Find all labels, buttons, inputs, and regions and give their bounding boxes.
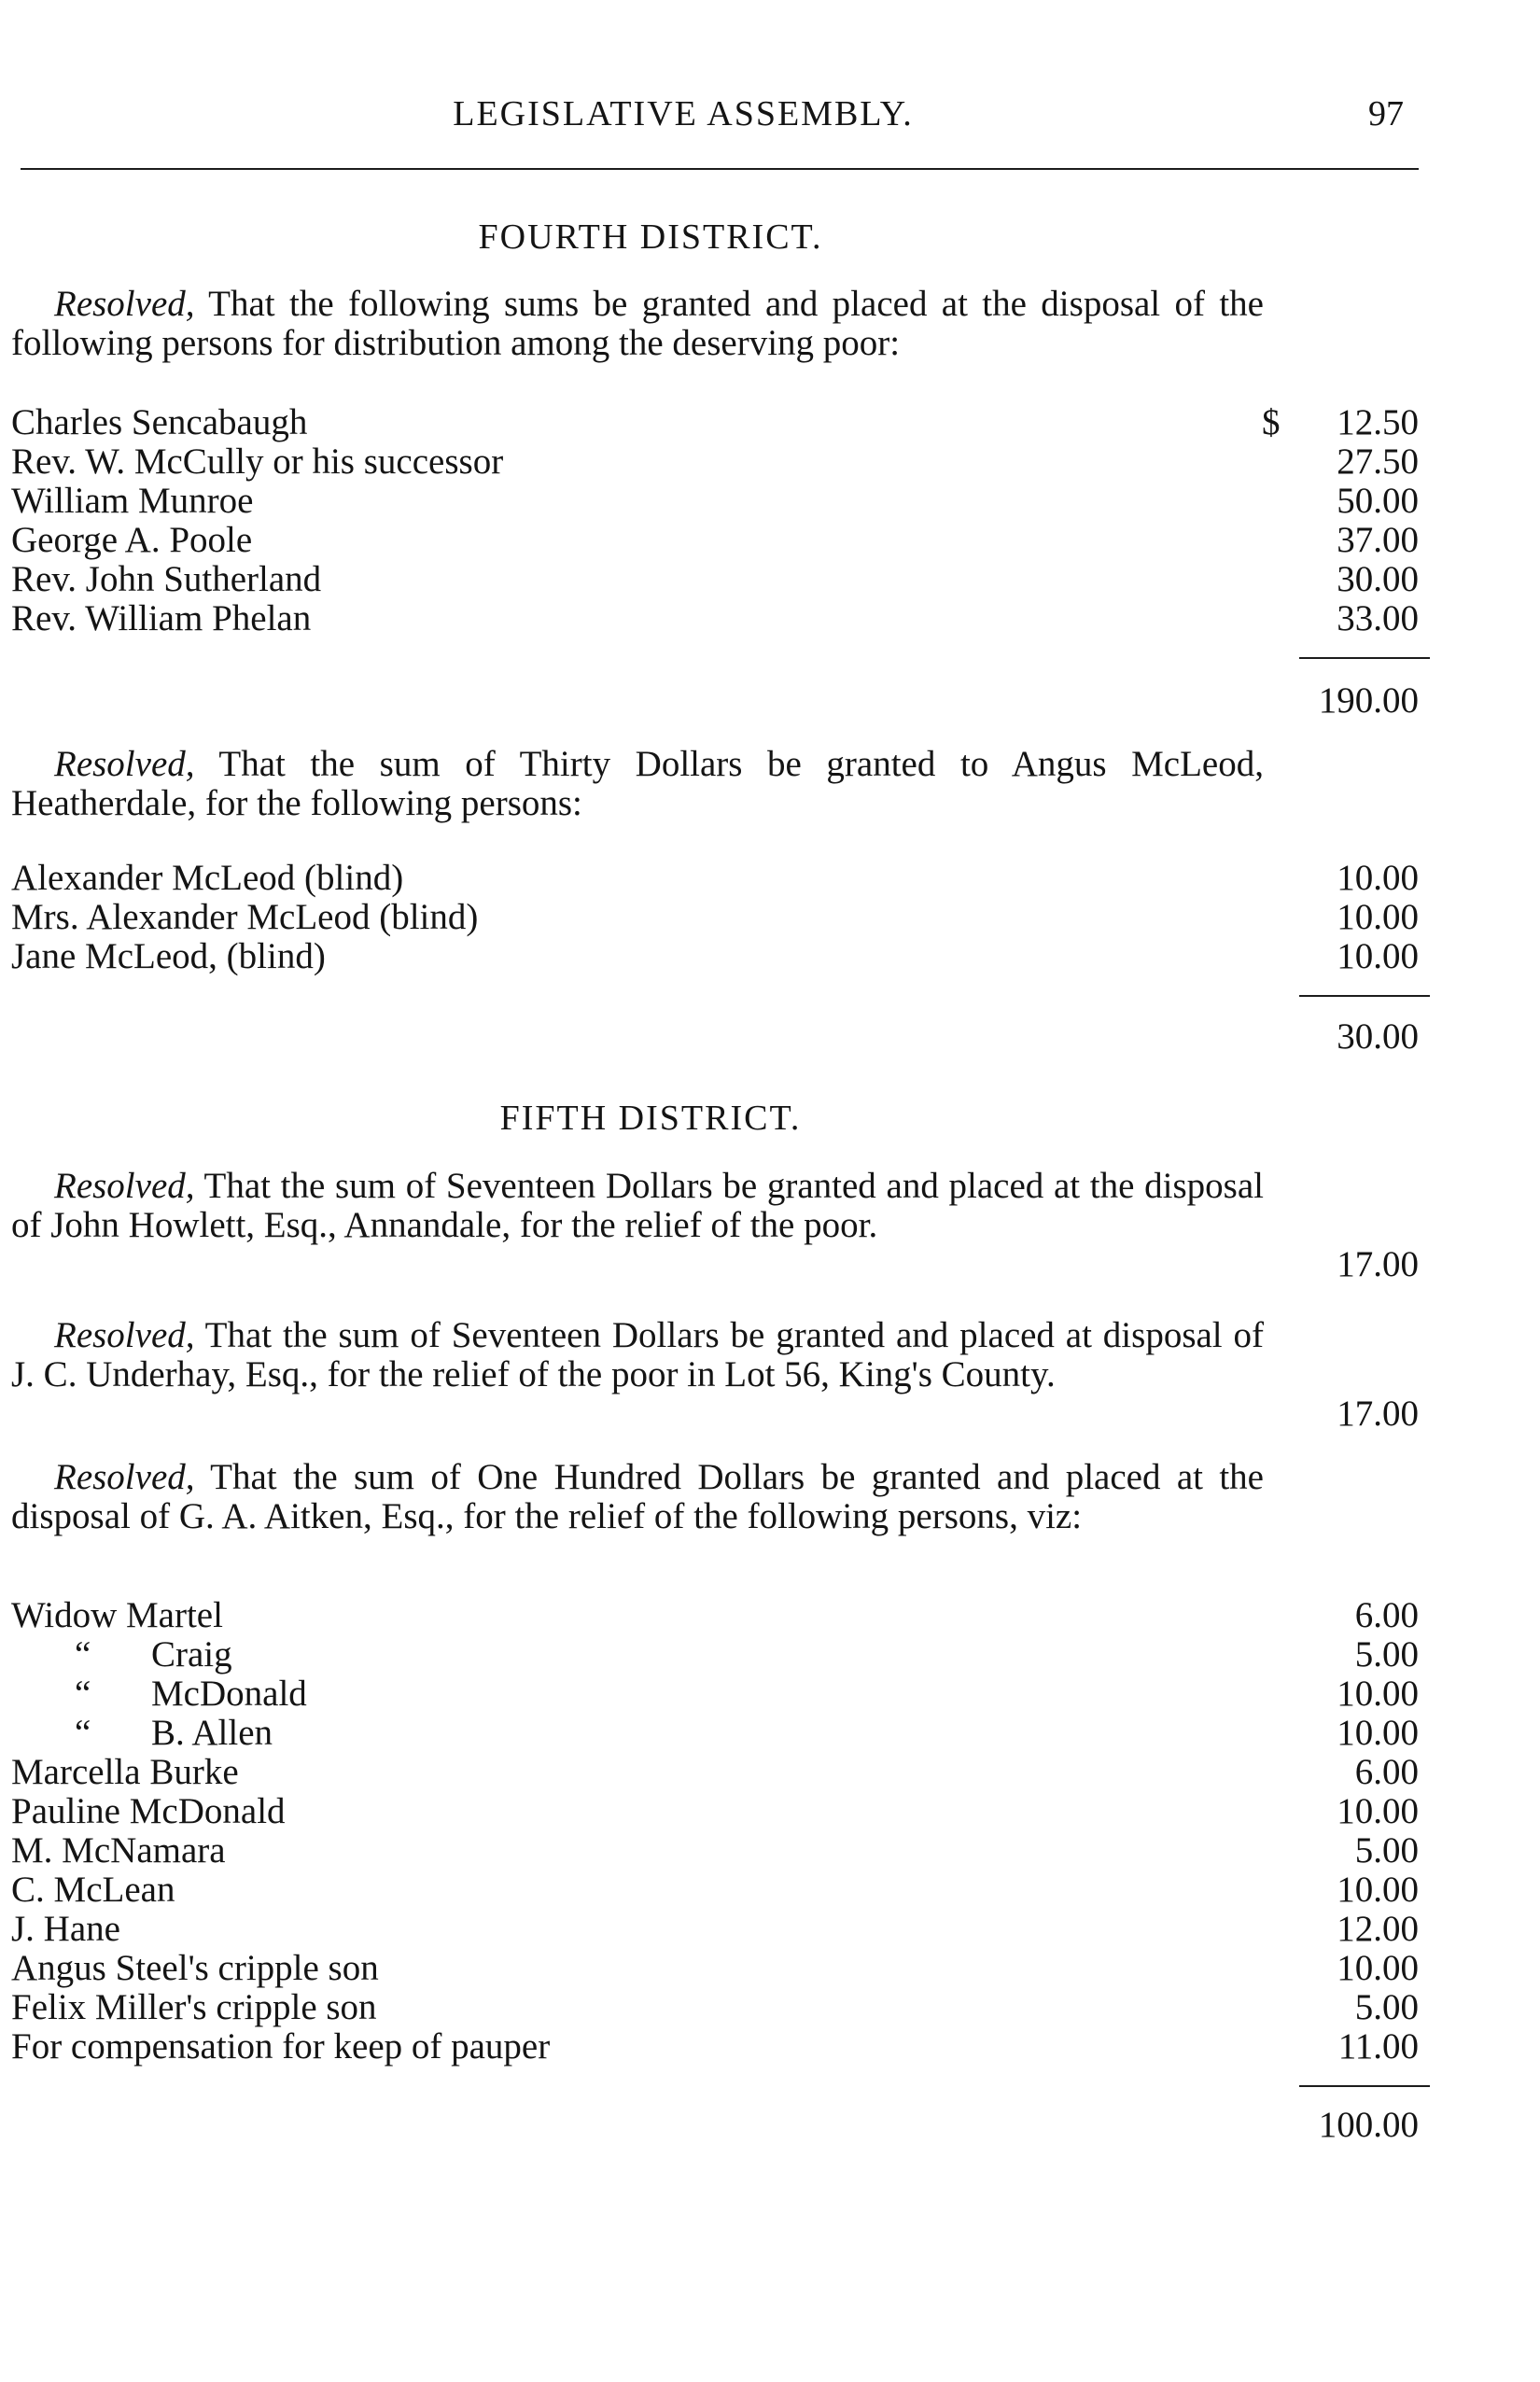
ditto-mark: “ (75, 1674, 91, 1714)
list-item (11, 599, 1419, 638)
amount: 10.00 (1337, 1674, 1419, 1714)
resolution-paragraph (11, 1167, 1264, 1245)
amount: 10.00 (1337, 897, 1419, 937)
list-item (11, 442, 1419, 482)
resolution-paragraph (11, 1316, 1264, 1394)
amount: 17.00 (1337, 1394, 1419, 1434)
amount: 11.00 (1337, 2026, 1419, 2067)
amount: 37.00 (1337, 520, 1419, 560)
recipient-name: M. McNamara (11, 1830, 226, 1871)
amount: 10.00 (1337, 858, 1419, 898)
list-item (11, 1753, 1419, 1792)
amount: 10.00 (1337, 1948, 1419, 1988)
amount-row (11, 1245, 1419, 1284)
list-item (11, 1792, 1419, 1831)
resolved-lead: Resolved, (54, 1315, 195, 1355)
recipient-name: Charles Sencabaugh (11, 402, 308, 442)
resolution-text: That the sum of Seventeen Dollars be granted and placed at the disposal of John Howlett, Esq., Annandale, for the relief of the poor. (11, 1166, 1264, 1245)
resolution-text: That the following sums be granted and placed at the disposal of the following persons for distribution among the deserving poor: (11, 284, 1264, 363)
amount: 12.00 (1337, 1909, 1419, 1949)
amount: 27.50 (1337, 441, 1419, 482)
dollar-sign: $ (1262, 402, 1281, 442)
sum-rule (1299, 657, 1430, 659)
recipient-name: Rev. W. McCully or his successor (11, 441, 504, 482)
recipient-name: Angus Steel's cripple son (11, 1948, 379, 1988)
total-amount: 30.00 (1337, 1016, 1419, 1057)
resolution-paragraph (11, 1458, 1264, 1536)
resolution-text: That the sum of Thirty Dollars be granted to Angus McLeod, Heatherdale, for the following persons: (11, 744, 1264, 823)
recipient-name: J. Hane (11, 1909, 120, 1949)
amount: 5.00 (1354, 1830, 1419, 1871)
sum-rule (1299, 995, 1430, 997)
list-item (11, 859, 1419, 898)
resolved-lead: Resolved, (54, 1166, 195, 1206)
list-item (11, 482, 1419, 521)
recipient-name: Rev. William Phelan (11, 598, 312, 638)
list-item (11, 1988, 1419, 2027)
recipient-name: Felix Miller's cripple son (11, 1987, 377, 2027)
resolution-text: That the sum of One Hundred Dollars be granted and placed at the disposal of G. A. Aitken, Esq., for the relief of the following persons, viz: (11, 1457, 1264, 1536)
total-row (11, 1017, 1419, 1057)
recipient-name: George A. Poole (11, 520, 253, 560)
resolution-text: That the sum of Seventeen Dollars be granted and placed at disposal of J. C. Underhay, Esq., for the relief of the poor in Lot 56, King's County. (11, 1315, 1264, 1394)
amount: 5.00 (1354, 1634, 1419, 1674)
list-item (11, 521, 1419, 560)
amount: 6.00 (1354, 1752, 1419, 1792)
section-heading-fifth-district: FIFTH DISTRICT. (499, 1099, 802, 1138)
amount: 10.00 (1337, 936, 1419, 976)
list-item (11, 2027, 1419, 2067)
header-rule (21, 168, 1419, 170)
list-item (11, 1871, 1419, 1910)
recipient-name: Craig (151, 1634, 232, 1674)
amount: 6.00 (1354, 1595, 1419, 1635)
recipient-name: Marcella Burke (11, 1752, 239, 1792)
running-title: LEGISLATIVE ASSEMBLY. (453, 94, 914, 133)
list-item (11, 403, 1419, 442)
list-item (11, 1674, 1419, 1714)
list-item (11, 898, 1419, 937)
resolved-lead: Resolved, (54, 1457, 195, 1497)
list-item (11, 1949, 1419, 1988)
amount-row (11, 1394, 1419, 1434)
sum-rule (1299, 2085, 1430, 2087)
amount: 17.00 (1337, 1244, 1419, 1284)
total-row (11, 681, 1419, 721)
total-amount: 190.00 (1318, 680, 1419, 721)
amount: 10.00 (1337, 1791, 1419, 1831)
ditto-mark: “ (75, 1634, 91, 1674)
total-row (11, 2106, 1419, 2145)
recipient-name: McDonald (151, 1674, 307, 1714)
resolution-paragraph (11, 745, 1264, 823)
recipient-name: Alexander McLeod (blind) (11, 858, 404, 898)
list-item (11, 560, 1419, 599)
running-head (11, 93, 1411, 149)
amount: 10.00 (1337, 1870, 1419, 1910)
recipient-name: Widow Martel (11, 1595, 223, 1635)
total-amount: 100.00 (1318, 2105, 1419, 2145)
recipient-name: Pauline McDonald (11, 1791, 286, 1831)
recipient-name: William Munroe (11, 481, 254, 521)
recipient-name: Jane McLeod, (blind) (11, 936, 326, 976)
amount: 5.00 (1354, 1987, 1419, 2027)
resolved-lead: Resolved, (54, 284, 195, 324)
amount: 30.00 (1337, 559, 1419, 599)
amount: 12.50 (1337, 402, 1419, 442)
section-heading-fourth-district: FOURTH DISTRICT. (478, 217, 823, 257)
ditto-mark: “ (75, 1713, 91, 1753)
list-item (11, 937, 1419, 976)
resolution-paragraph (11, 285, 1264, 363)
list-item (11, 1714, 1419, 1753)
amount: 33.00 (1337, 598, 1419, 638)
recipient-name: B. Allen (151, 1713, 273, 1753)
recipient-name: Mrs. Alexander McLeod (blind) (11, 897, 479, 937)
list-item (11, 1596, 1419, 1635)
amount: 50.00 (1337, 481, 1419, 521)
list-item (11, 1831, 1419, 1871)
resolved-lead: Resolved, (54, 744, 195, 784)
amount: 10.00 (1337, 1713, 1419, 1753)
list-item (11, 1635, 1419, 1674)
page-number: 97 (1368, 94, 1404, 133)
recipient-name: For compensation for keep of pauper (11, 2026, 551, 2067)
list-item (11, 1910, 1419, 1949)
recipient-name: C. McLean (11, 1870, 175, 1910)
recipient-name: Rev. John Sutherland (11, 559, 322, 599)
